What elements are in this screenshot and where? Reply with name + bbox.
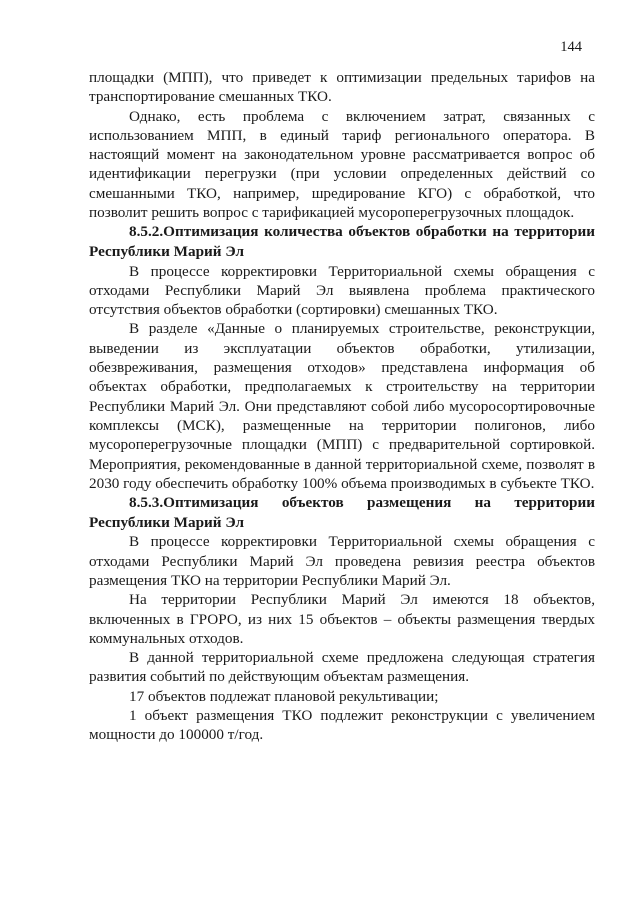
paragraph-odnako: Однако, есть проблема с включением затрат, связанных с использованием МПП, в единый тариф регионального оператора. В настоящий момент на законодательном уровне рассматривается вопрос об идентификации перегрузки (при условии определенных действий со смешанными ТКО, например, шредирование КГО) с обработкой, что позволит решить вопрос с тарификацией мусороперегрузочных площадок. — [89, 107, 595, 222]
document-body — [89, 68, 595, 745]
paragraph-rekultivacii: 17 объектов подлежат плановой рекультивации; — [129, 687, 439, 705]
section-heading-8-5-2: 8.5.2.Оптимизация количества объектов обработки на территории Республики Марий Эл — [89, 223, 595, 260]
paragraph-korrektirovki-1: В процессе корректировки Территориальной схемы обращения с отходами Республики Марий Эл выявлена проблема практического отсутствия объектов обработки (сортировки) смешанных ТКО. — [89, 262, 595, 319]
paragraph-rekonstrukcii: 1 объект размещения ТКО подлежит реконструкции с увеличением мощности до 100000 т/год. — [89, 706, 595, 744]
section-heading-8-5-3: 8.5.3.Оптимизация объектов размещения на территории Республики Марий Эл — [89, 494, 595, 531]
page-number: 144 — [560, 39, 582, 55]
paragraph-strategiya: В данной территориальной схеме предложена следующая стратегия развития событий по действующим объектам размещения. — [89, 649, 595, 686]
paragraph-korrektirovki-2: В процессе корректировки Территориальной схемы обращения с отходами Республики Марий Эл проведена ревизия реестра объектов размещения ТКО на территории Республики Марий Эл. — [89, 533, 595, 589]
paragraph-continued: площадки (МПП), что приведет к оптимизации предельных тарифов на транспортирование смешанных ТКО. — [89, 69, 595, 106]
paragraph-razdel: В разделе «Данные о планируемых строительстве, реконструкции, выведении из эксплуатации объектов обработки, утилизации, обезвреживания, размещения отходов» представлена информация об объектах обработки, предполагаемых к строительству на территории Республики Марий Эл. Они представляют собой либо мусоросортировочные комплексы (МСК), размещенные на территории полигонов, либо мусороперегрузочные площадки (МПП) с предварительной сортировкой. Мероприятия, рекомендованные в данной территориальной схеме, позволят в 2030 году обеспечить обработку 100% объема производимых в субъекте ТКО. — [89, 320, 595, 492]
paragraph-territorii: На территории Республики Марий Эл имеются 18 объектов, включенных в ГРОРО, из них 15 объектов – объекты размещения твердых коммунальных отходов. — [89, 591, 595, 647]
